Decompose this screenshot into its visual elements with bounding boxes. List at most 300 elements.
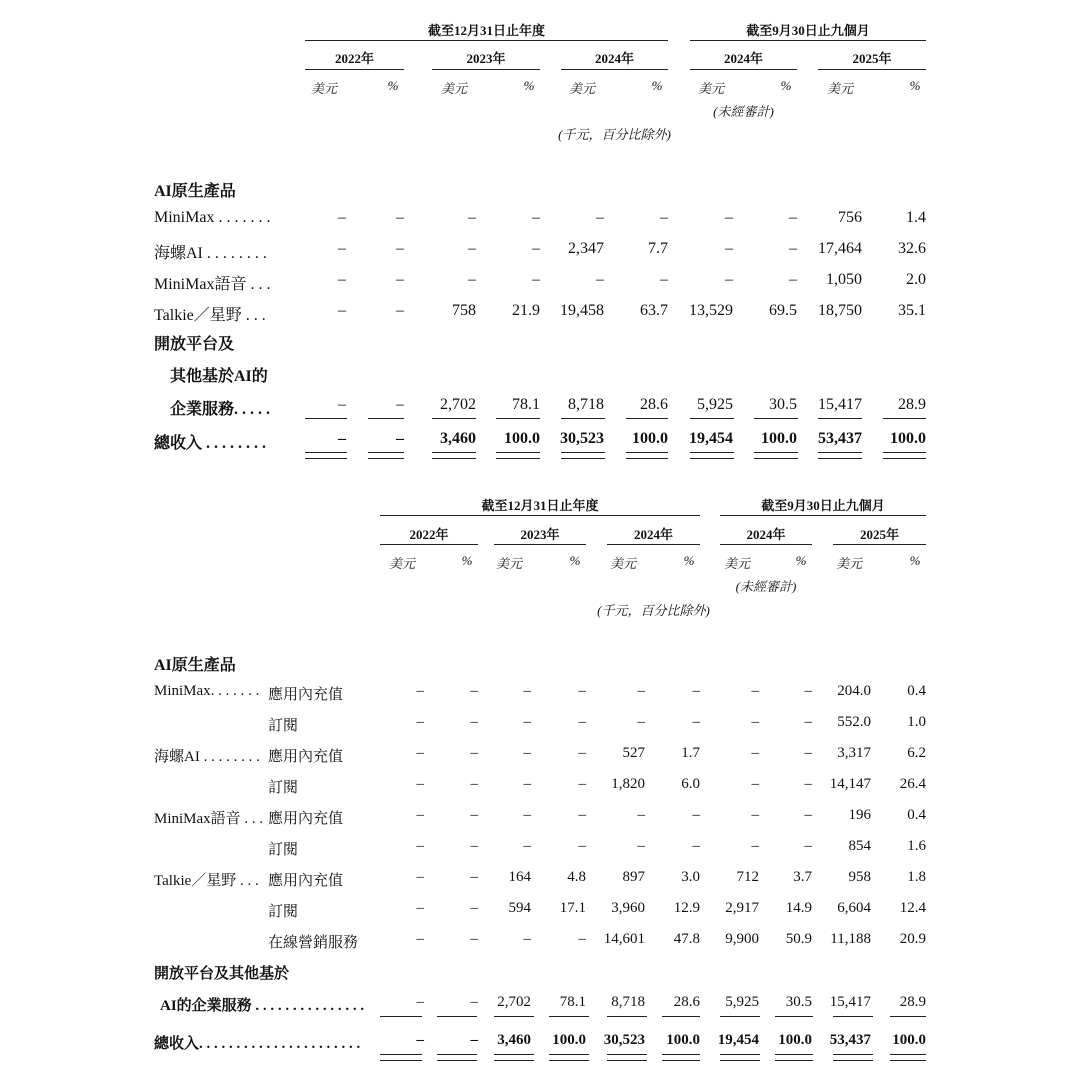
table1-table-row-3-cell: –	[660, 271, 668, 288]
table2-open-platform-row-cell: 28.9	[899, 994, 926, 1010]
table2-total-rule-top	[775, 1054, 813, 1055]
table2-table-row-4-cell: 14,147	[829, 776, 871, 792]
table2-group-rule-2	[720, 515, 926, 516]
table2-table-row-2-cell: –	[470, 714, 478, 730]
table2-table-row-5-cell: –	[578, 807, 586, 823]
table2-table-row-2-cell: –	[637, 714, 645, 730]
table1-total-rule-bottom	[305, 458, 347, 459]
table2-open-platform-row-cell: 2,702	[497, 994, 531, 1010]
table2-table-row-5-cell: –	[804, 807, 812, 823]
table2-table-row-3-cell: –	[804, 745, 812, 761]
table2-total-rule-top	[607, 1054, 647, 1055]
table2-table-row-1-cell: –	[804, 683, 812, 699]
table1-section-title: AI原生產品	[154, 183, 236, 200]
table1-table-row-2-cell: –	[725, 240, 733, 257]
table2-total-row-cell: –	[470, 1032, 478, 1048]
table2-table-row-1-cell: –	[470, 683, 478, 699]
table2-table-row-4-cell: 26.4	[899, 776, 926, 792]
table2-total-rule-bottom	[549, 1060, 589, 1061]
table2-total-rule-bottom	[607, 1060, 647, 1061]
table2-table-row-4-cell: –	[804, 776, 812, 792]
table2-table-row-5-cell: –	[523, 807, 531, 823]
table1-unaudited-note: (未經審計)	[713, 104, 774, 119]
table1-table-row-3-cell: –	[468, 271, 476, 288]
table2-table-row-8-cell: –	[416, 900, 424, 916]
table2-table-row-6-cell: 1.6	[907, 838, 926, 854]
table1-total-row-cell: 19,454	[689, 430, 733, 447]
table1-table-row-1-cell: –	[596, 209, 604, 226]
table1-open-rule	[754, 418, 798, 419]
table2-total-rule-bottom	[380, 1060, 422, 1061]
table2-table-row-7-cell: 958	[848, 869, 871, 885]
table2-row-label: MiniMax. . . . . . .	[154, 683, 260, 699]
table1-open-platform-row-cell: –	[338, 396, 346, 413]
table1-table-row-3-cell: –	[725, 271, 733, 288]
table2-section-title: AI原生產品	[154, 657, 236, 674]
table2-open-rule	[833, 1016, 873, 1017]
table1-total-row-cell: 53,437	[818, 430, 862, 447]
table1-year-rule-3	[561, 69, 668, 70]
table1-open-platform-row-cell: 5,925	[697, 396, 733, 413]
table1-open-rule	[818, 418, 862, 419]
table2-table-row-1-cell: –	[416, 683, 424, 699]
table2-table-row-5-cell: 196	[848, 807, 871, 823]
table2-table-row-5-cell: –	[637, 807, 645, 823]
table1-table-row-3-cell: –	[532, 271, 540, 288]
table1-year-rule-5	[818, 69, 926, 70]
table2-total-row-cell: 30,523	[603, 1032, 645, 1048]
table1-year-3: 2024年	[594, 51, 634, 66]
table1-year-rule-2	[432, 69, 540, 70]
table2-total-row-cell: 53,437	[829, 1032, 871, 1048]
table1-table-row-2-cell: –	[468, 240, 476, 257]
table2-group-rule-1	[380, 515, 700, 516]
table2-table-row-7-cell: –	[470, 869, 478, 885]
table2-open-platform-row-cell: 8,718	[611, 994, 645, 1010]
table1-group-header-1: 截至12月31日止年度	[427, 23, 545, 38]
table1-table-row-4-cell: 63.7	[640, 302, 668, 319]
table1-unit-usd: 美元	[440, 81, 467, 96]
table1-total-rule-bottom	[883, 458, 926, 459]
table2-total-rule-top	[890, 1054, 926, 1055]
table2-unit-usd: 美元	[723, 556, 750, 571]
table2-table-row-6-cell: –	[470, 838, 478, 854]
table1-unit-usd: 美元	[568, 81, 595, 96]
table1-open-platform-row-cell: 30.5	[769, 396, 797, 413]
table2-year-2: 2023年	[520, 527, 560, 542]
table1-year-4: 2024年	[723, 51, 763, 66]
table1-table-row-1-cell: –	[468, 209, 476, 226]
table2-table-row-8-cell: 3,960	[611, 900, 645, 916]
table2-total-rule-top	[720, 1054, 760, 1055]
table2-table-row-8-cell: 12.4	[899, 900, 926, 916]
table1-total-row-cell: 100.0	[632, 430, 668, 447]
table2-table-row-4-cell: –	[751, 776, 759, 792]
table2-open-rule	[607, 1016, 647, 1017]
table2-table-row-4-cell: –	[523, 776, 531, 792]
table1-table-row-4-cell: 18,750	[818, 302, 862, 319]
table1-unit-usd: 美元	[826, 81, 853, 96]
table2-open-rule	[720, 1016, 760, 1017]
table1-table-row-3-cell: –	[789, 271, 797, 288]
table1-total-rule-top	[626, 452, 668, 453]
table2-open-rule	[437, 1016, 477, 1017]
table2-year-1: 2022年	[409, 527, 449, 542]
table1-total-rule-top	[883, 452, 926, 453]
table2-open-rule	[775, 1016, 813, 1017]
table2-open-rule	[380, 1016, 422, 1017]
table2-unit-usd: 美元	[495, 556, 522, 571]
table1-total-rule-top	[818, 452, 862, 453]
table2-table-row-7-cell: 3.0	[681, 869, 700, 885]
table1-table-row-2-cell: –	[396, 240, 404, 257]
table2-table-row-7-cell: 712	[736, 869, 759, 885]
table1-total-rule-bottom	[754, 458, 798, 459]
table2-table-row-3-cell: 6.2	[907, 745, 926, 761]
table1-open-platform-row-cell: 78.1	[512, 396, 540, 413]
table2-table-row-8-cell: 14.9	[785, 900, 812, 916]
table1-open-rule	[883, 418, 926, 419]
table2-total-label: 總收入. . . . . . . . . . . . . . . . . . . . . .	[154, 1036, 361, 1052]
table2-total-row-cell: 19,454	[717, 1032, 759, 1048]
table2-table-row-4-cell: –	[416, 776, 424, 792]
table2-total-rule-top	[662, 1054, 700, 1055]
table2-year-5: 2025年	[859, 527, 899, 542]
table2-table-row-5-cell: –	[470, 807, 478, 823]
table1-total-rule-top	[561, 452, 605, 453]
table1-table-row-1-cell: 756	[838, 209, 862, 226]
table1-total-row-cell: 100.0	[504, 430, 540, 447]
table2-table-row-1-cell: –	[523, 683, 531, 699]
table2-unaudited-note: (未經審計)	[735, 579, 797, 594]
table1-unit-pct: %	[909, 78, 921, 93]
table2-total-row-cell: 100.0	[892, 1032, 926, 1048]
table2-row-label: Talkie／星野 . . .	[154, 873, 259, 889]
table2-unit-usd: 美元	[835, 556, 862, 571]
table2-unit-pct: %	[569, 553, 581, 568]
table2-row-sublabel: 應用內充值	[268, 873, 344, 889]
table1-row-label: MiniMax語音 . . .	[154, 276, 271, 293]
table1-table-row-4-cell: –	[338, 302, 346, 319]
table2-open-platform-row-cell: –	[416, 994, 424, 1010]
table1-open-rule	[561, 418, 605, 419]
table1-table-row-4-cell: 13,529	[689, 302, 733, 319]
table2-group-header-2: 截至9月30日止九個月	[761, 498, 885, 513]
table1-table-row-4-cell: 19,458	[560, 302, 604, 319]
table1-table-row-1-cell: –	[532, 209, 540, 226]
table1-total-rule-top	[754, 452, 798, 453]
table2-table-row-9-cell: 20.9	[899, 931, 926, 947]
table2-table-row-2-cell: –	[751, 714, 759, 730]
table2-unit-pct: %	[795, 553, 807, 568]
table2-table-row-5-cell: 0.4	[907, 807, 926, 823]
table1-year-rule-4	[690, 69, 797, 70]
table2-year-rule-5	[833, 544, 926, 545]
table2-table-row-9-cell: 11,188	[830, 931, 871, 947]
table1-total-row-cell: 100.0	[761, 430, 797, 447]
table2-table-row-2-cell: 1.0	[907, 714, 926, 730]
table2-table-row-2-cell: 552.0	[837, 714, 871, 730]
table2-row-sublabel: 應用內充值	[268, 811, 344, 827]
table1-open-platform-row-cell: 15,417	[818, 396, 862, 413]
table1-open-platform-row-cell: 28.9	[898, 396, 926, 413]
table1-total-row-cell: 30,523	[560, 430, 604, 447]
table1-table-row-4-cell: 69.5	[769, 302, 797, 319]
table1-total-rule-bottom	[368, 458, 404, 459]
table2-table-row-3-cell: –	[523, 745, 531, 761]
table2-table-row-5-cell: –	[751, 807, 759, 823]
table1-year-1: 2022年	[334, 51, 374, 66]
table2-table-row-6-cell: –	[637, 838, 645, 854]
table2-row-sublabel: 訂閱	[268, 842, 299, 858]
table1-total-rule-bottom	[432, 458, 476, 459]
table1-table-row-2-cell: 17,464	[818, 240, 862, 257]
table1-total-rule-top	[690, 452, 734, 453]
table2-year-rule-3	[607, 544, 700, 545]
table2-row-sublabel: 訂閱	[268, 718, 299, 734]
table2-table-row-1-cell: –	[692, 683, 700, 699]
table1-total-rule-top	[496, 452, 540, 453]
table1-year-rule-1	[305, 69, 404, 70]
table2-table-row-4-cell: 6.0	[681, 776, 700, 792]
table2-table-row-6-cell: –	[578, 838, 586, 854]
table1-row-label: 海螺AI . . . . . . . .	[154, 245, 267, 262]
table1-open-rule	[432, 418, 476, 419]
table2-open-platform-label: 開放平台及其他基於	[154, 966, 290, 982]
table2-total-rule-bottom	[890, 1060, 926, 1061]
table2-table-row-8-cell: –	[470, 900, 478, 916]
table2-total-rule-top	[380, 1054, 422, 1055]
table2-open-platform-row-cell: 5,925	[725, 994, 759, 1010]
table1-row-label: Talkie／星野 . . .	[154, 307, 266, 324]
table1-table-row-4-cell: 21.9	[512, 302, 540, 319]
table1-table-row-3-cell: 1,050	[826, 271, 862, 288]
table2-table-row-6-cell: –	[416, 838, 424, 854]
table1-table-row-2-cell: –	[789, 240, 797, 257]
table1-row-label: MiniMax . . . . . . .	[154, 209, 271, 226]
table1-group-header-2: 截至9月30日止九個月	[746, 23, 870, 38]
table1-table-row-2-cell: 2,347	[568, 240, 604, 257]
table1-total-rule-top	[368, 452, 404, 453]
table2-year-rule-4	[720, 544, 812, 545]
table2-table-row-9-cell: –	[523, 931, 531, 947]
table1-open-rule	[690, 418, 734, 419]
table2-table-row-1-cell: –	[637, 683, 645, 699]
table2-total-row-cell: –	[416, 1032, 424, 1048]
table2-total-rule-top	[437, 1054, 477, 1055]
table2-table-row-5-cell: –	[692, 807, 700, 823]
table2-table-row-8-cell: 594	[508, 900, 531, 916]
table2-row-label: 海螺AI . . . . . . . .	[154, 749, 260, 765]
table2-open-rule	[890, 1016, 926, 1017]
table1-total-rule-bottom	[626, 458, 668, 459]
table1-open-platform-row-cell: –	[396, 396, 404, 413]
table1-open-platform-label: 其他基於AI的	[170, 368, 268, 385]
table2-table-row-2-cell: –	[523, 714, 531, 730]
table1-unit-pct: %	[523, 78, 535, 93]
table2-table-row-7-cell: 3.7	[793, 869, 812, 885]
table2-total-rule-bottom	[662, 1060, 700, 1061]
table2-table-row-2-cell: –	[416, 714, 424, 730]
table1-table-row-1-cell: –	[789, 209, 797, 226]
table2-table-row-8-cell: 12.9	[673, 900, 700, 916]
table2-table-row-1-cell: 0.4	[907, 683, 926, 699]
table2-table-row-3-cell: 527	[622, 745, 645, 761]
table1-total-row-cell: 100.0	[890, 430, 926, 447]
table2-table-row-7-cell: 4.8	[567, 869, 586, 885]
table1-group-rule-1	[305, 40, 668, 41]
table2-open-platform-row-cell: 30.5	[785, 994, 812, 1010]
table1-open-platform-row-cell: 8,718	[568, 396, 604, 413]
table2-table-row-6-cell: –	[804, 838, 812, 854]
table2-unit-usd: 美元	[388, 556, 415, 571]
table1-total-rule-top	[432, 452, 476, 453]
table1-table-row-2-cell: –	[532, 240, 540, 257]
table1-table-row-4-cell: 35.1	[898, 302, 926, 319]
table2-table-row-9-cell: 14,601	[603, 931, 645, 947]
table2-table-row-7-cell: 897	[622, 869, 645, 885]
table2-unit-pct: %	[461, 553, 473, 568]
table1-total-row-cell: –	[396, 430, 404, 447]
table1-table-row-1-cell: –	[338, 209, 346, 226]
table2-table-row-3-cell: –	[751, 745, 759, 761]
table2-table-row-9-cell: –	[470, 931, 478, 947]
table2-total-row-cell: 100.0	[778, 1032, 812, 1048]
table1-table-row-3-cell: –	[338, 271, 346, 288]
table2-open-rule	[662, 1016, 700, 1017]
table1-unit-usd: 美元	[310, 81, 337, 96]
table1-unit-pct: %	[651, 78, 663, 93]
table2-table-row-1-cell: 204.0	[837, 683, 871, 699]
table1-table-row-2-cell: 32.6	[898, 240, 926, 257]
table2-table-row-3-cell: 1.7	[681, 745, 700, 761]
table2-total-rule-bottom	[720, 1060, 760, 1061]
table1-table-row-1-cell: –	[660, 209, 668, 226]
table2-total-rule-bottom	[833, 1060, 873, 1061]
table1-table-row-4-cell: 758	[452, 302, 476, 319]
table1-total-rule-top	[305, 452, 347, 453]
table2-units-note: (千元，百分比除外)	[597, 603, 710, 618]
table1-table-row-2-cell: 7.7	[648, 240, 668, 257]
table2-row-label: MiniMax語音 . . .	[154, 811, 264, 827]
table1-table-row-4-cell: –	[396, 302, 404, 319]
table2-table-row-9-cell: –	[578, 931, 586, 947]
table2-table-row-4-cell: –	[470, 776, 478, 792]
table2-total-rule-bottom	[775, 1060, 813, 1061]
table1-table-row-3-cell: 2.0	[906, 271, 926, 288]
table1-year-2: 2023年	[466, 51, 506, 66]
table2-total-row-cell: 100.0	[552, 1032, 586, 1048]
table1-open-rule	[368, 418, 404, 419]
table1-total-rule-bottom	[690, 458, 734, 459]
table2-row-sublabel: 訂閱	[268, 904, 299, 920]
table1-open-platform-label: 開放平台及	[154, 336, 235, 353]
table1-unit-pct: %	[387, 78, 399, 93]
table2-table-row-9-cell: 50.9	[785, 931, 812, 947]
table2-table-row-3-cell: –	[416, 745, 424, 761]
table2-table-row-6-cell: –	[692, 838, 700, 854]
table2-table-row-8-cell: 17.1	[559, 900, 586, 916]
table2-total-row-cell: 3,460	[497, 1032, 531, 1048]
table2-table-row-7-cell: 164	[508, 869, 531, 885]
table2-table-row-1-cell: –	[751, 683, 759, 699]
table1-total-rule-bottom	[561, 458, 605, 459]
table1-unit-pct: %	[780, 78, 792, 93]
table2-open-platform-row-cell: –	[470, 994, 478, 1010]
table2-table-row-8-cell: 6,604	[837, 900, 871, 916]
table2-open-rule	[549, 1016, 589, 1017]
table1-open-platform-row-cell: 28.6	[640, 396, 668, 413]
table2-table-row-4-cell: –	[578, 776, 586, 792]
table2-group-header-1: 截至12月31日止年度	[481, 498, 599, 513]
table1-total-row-cell: –	[338, 430, 346, 447]
table2-unit-usd: 美元	[609, 556, 636, 571]
table2-table-row-2-cell: –	[692, 714, 700, 730]
table2-row-sublabel: 訂閱	[268, 780, 299, 796]
table1-total-label: 總收入 . . . . . . . .	[154, 435, 267, 452]
table2-year-3: 2024年	[633, 527, 673, 542]
table2-table-row-2-cell: –	[804, 714, 812, 730]
table2-total-rule-top	[549, 1054, 589, 1055]
table1-table-row-2-cell: –	[338, 240, 346, 257]
table2-total-rule-top	[833, 1054, 873, 1055]
table2-open-platform-row-cell: 78.1	[559, 994, 586, 1010]
table1-open-rule	[305, 418, 347, 419]
table2-table-row-9-cell: 9,900	[725, 931, 759, 947]
table2-total-row-cell: 100.0	[666, 1032, 700, 1048]
table1-unit-usd: 美元	[697, 81, 724, 96]
table1-units-note: (千元，百分比除外)	[558, 127, 671, 142]
table2-total-rule-top	[494, 1054, 534, 1055]
table1-group-rule-2	[690, 40, 926, 41]
table2-table-row-6-cell: –	[523, 838, 531, 854]
table2-unit-pct: %	[909, 553, 921, 568]
table1-total-row-cell: 3,460	[440, 430, 476, 447]
table1-total-rule-bottom	[496, 458, 540, 459]
table2-row-sublabel: 在線營銷服務	[268, 935, 359, 951]
table2-open-rule	[494, 1016, 534, 1017]
table2-table-row-2-cell: –	[578, 714, 586, 730]
table2-year-rule-2	[494, 544, 586, 545]
table2-table-row-7-cell: –	[416, 869, 424, 885]
table2-table-row-3-cell: –	[578, 745, 586, 761]
table2-open-platform-row-cell: 15,417	[829, 994, 871, 1010]
table1-open-platform-row-cell: 2,702	[440, 396, 476, 413]
table2-table-row-3-cell: 3,317	[837, 745, 871, 761]
table2-table-row-4-cell: 1,820	[611, 776, 645, 792]
table1-open-platform-label: 企業服務. . . . .	[170, 401, 271, 418]
table2-table-row-8-cell: 2,917	[725, 900, 759, 916]
table2-table-row-7-cell: 1.8	[907, 869, 926, 885]
table1-year-5: 2025年	[852, 51, 892, 66]
table2-total-rule-bottom	[494, 1060, 534, 1061]
table2-table-row-6-cell: –	[751, 838, 759, 854]
table1-total-rule-bottom	[818, 458, 862, 459]
table2-year-4: 2024年	[746, 527, 786, 542]
table2-open-platform-label: AI的企業服務 . . . . . . . . . . . . . . .	[160, 998, 365, 1014]
table2-row-sublabel: 應用內充值	[268, 749, 344, 765]
table1-open-rule	[626, 418, 668, 419]
table2-total-rule-bottom	[437, 1060, 477, 1061]
table2-table-row-3-cell: –	[470, 745, 478, 761]
table2-open-platform-row-cell: 28.6	[673, 994, 700, 1010]
table2-table-row-9-cell: –	[416, 931, 424, 947]
table2-year-rule-1	[380, 544, 478, 545]
table2-unit-pct: %	[683, 553, 695, 568]
table1-table-row-3-cell: –	[596, 271, 604, 288]
table1-table-row-1-cell: 1.4	[906, 209, 926, 226]
table1-table-row-3-cell: –	[396, 271, 404, 288]
